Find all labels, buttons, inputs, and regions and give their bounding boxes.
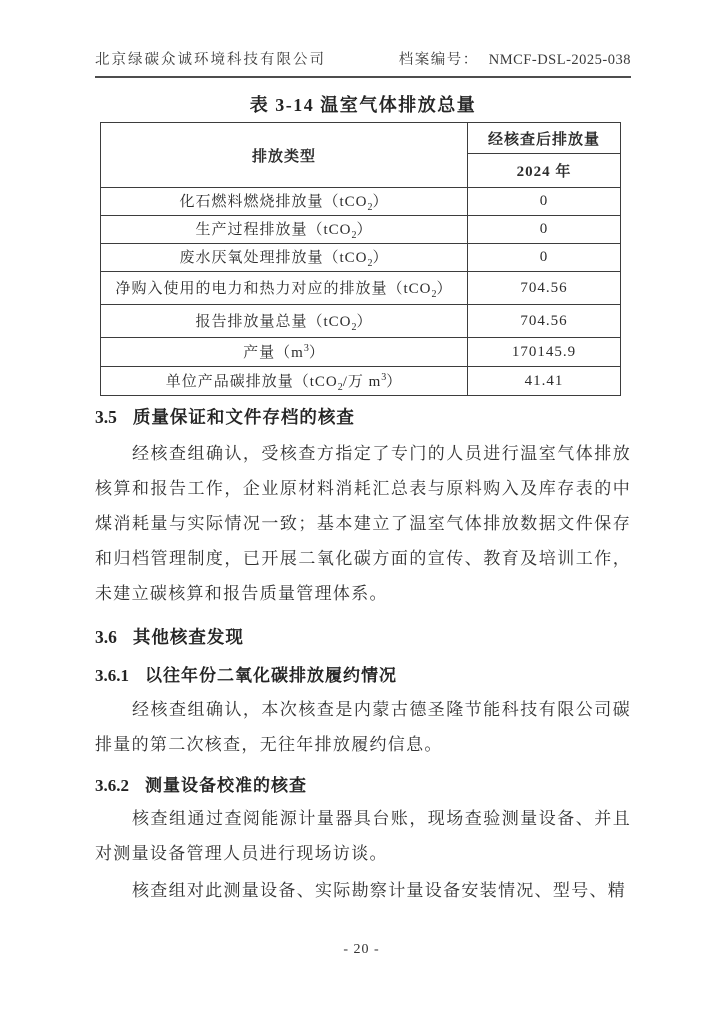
label-text: ） <box>436 280 453 297</box>
subscript: 2 <box>431 288 437 300</box>
label-text: ） <box>308 344 325 361</box>
section-title: 以往年份二氧化碳排放履约情况 <box>145 666 397 685</box>
label-text: 净购入使用的电力和热力对应的排放量（tCO <box>115 280 432 297</box>
header-company-name: 北京绿碳众诚环境科技有限公司 <box>95 52 326 68</box>
label-text: 单位产品碳排放量（tCO <box>165 373 338 390</box>
emission-type-cell <box>101 244 468 272</box>
label-text: ） <box>372 194 389 210</box>
section-heading-3-6-2 <box>95 771 307 796</box>
section-heading-3-5 <box>95 404 355 429</box>
label-text: 生产过程排放量（tCO <box>195 222 352 238</box>
label-text: 废水厌氧处理排放量（tCO <box>179 250 368 266</box>
table-header-row-1 <box>101 123 621 154</box>
subscript: 2 <box>367 258 373 269</box>
emission-type-cell <box>101 338 468 367</box>
table-row-production-process <box>101 216 621 244</box>
emission-type-cell <box>101 188 468 216</box>
ghg-emissions-table <box>100 122 621 396</box>
superscript: 3 <box>303 342 309 354</box>
emission-value-cell: 41.41 <box>468 367 621 396</box>
emission-value-cell: 704.56 <box>468 272 621 305</box>
label-text: /万 m <box>342 373 382 390</box>
emission-type-cell <box>101 272 468 305</box>
paragraph-quality-assurance: 经核查组确认，受核查方指定了专门的人员进行温室气体排放核算和报告工作，企业原材料消耗汇总表与原料购入及库存表的中煤消耗量与实际情况一致；基本建立了温室气体排放数据文件保存和归档管理制度，已开展二氧化碳方面的宣传、教育及培训工作，未建立碳核算和报告质量管理体系。 <box>95 444 631 603</box>
label-text: ） <box>372 250 389 266</box>
section-title: 质量保证和文件存档的核查 <box>132 407 355 427</box>
file-number-value: NMCF-DSL-2025-038 <box>488 52 631 68</box>
col-header-verified-emissions: 经核查后排放量 <box>468 123 621 154</box>
table-row-output <box>101 338 621 367</box>
file-number-label: 档案编号： <box>398 52 479 68</box>
table-title: 表 3-14 温室气体排放总量 <box>249 95 477 115</box>
emission-value-cell: 0 <box>468 244 621 272</box>
superscript: 3 <box>381 371 387 383</box>
subscript: 2 <box>351 321 357 333</box>
label-text: ） <box>356 313 373 330</box>
label-text: 产量（m <box>243 344 304 361</box>
emission-value-cell: 704.56 <box>468 305 621 338</box>
emission-value-cell: 0 <box>468 216 621 244</box>
emission-type-cell <box>101 305 468 338</box>
label-text: ） <box>356 222 373 238</box>
emission-value-cell: 170145.9 <box>468 338 621 367</box>
subscript: 2 <box>367 202 373 213</box>
table-row-unit-carbon-emission <box>101 367 621 396</box>
section-title: 其他核查发现 <box>132 627 244 647</box>
emission-type-cell <box>101 216 468 244</box>
label-text: 报告排放量总量（tCO <box>195 313 352 330</box>
section-heading-3-6-1 <box>95 661 397 686</box>
table-row-wastewater <box>101 244 621 272</box>
header-file-number <box>399 48 631 69</box>
table-row-total-reported <box>101 305 621 338</box>
subscript: 2 <box>337 381 343 393</box>
table-row-fossil-fuel <box>101 188 621 216</box>
table-row-purchased-electricity-heat <box>101 272 621 305</box>
page-number: - 20 - <box>343 942 380 957</box>
section-number: 3.6 <box>95 627 117 647</box>
section-number: 3.6.2 <box>95 776 129 795</box>
col-header-year: 2024 年 <box>468 154 621 188</box>
emission-value-cell: 0 <box>468 188 621 216</box>
page-header <box>95 48 631 78</box>
label-text: ） <box>386 373 403 390</box>
section-number: 3.6.1 <box>95 666 129 685</box>
section-number: 3.5 <box>95 407 117 427</box>
paragraph-compliance-history: 经核查组确认，本次核查是内蒙古德圣隆节能科技有限公司碳排量的第二次核查，无往年排放履约信息。 <box>95 700 631 754</box>
section-heading-3-6 <box>95 624 244 649</box>
col-header-emission-type: 排放类型 <box>101 123 468 188</box>
section-title: 测量设备校准的核查 <box>145 776 307 795</box>
label-text: 化石燃料燃烧排放量（tCO <box>179 194 368 210</box>
paragraph-equipment-survey: 核查组对此测量设备、实际勘察计量设备安装情况、型号、精 <box>132 881 627 900</box>
subscript: 2 <box>351 230 357 241</box>
paragraph-measurement-equipment: 核查组通过查阅能源计量器具台账，现场查验测量设备、并且对测量设备管理人员进行现场访谈。 <box>95 809 631 863</box>
emission-type-cell <box>101 367 468 396</box>
